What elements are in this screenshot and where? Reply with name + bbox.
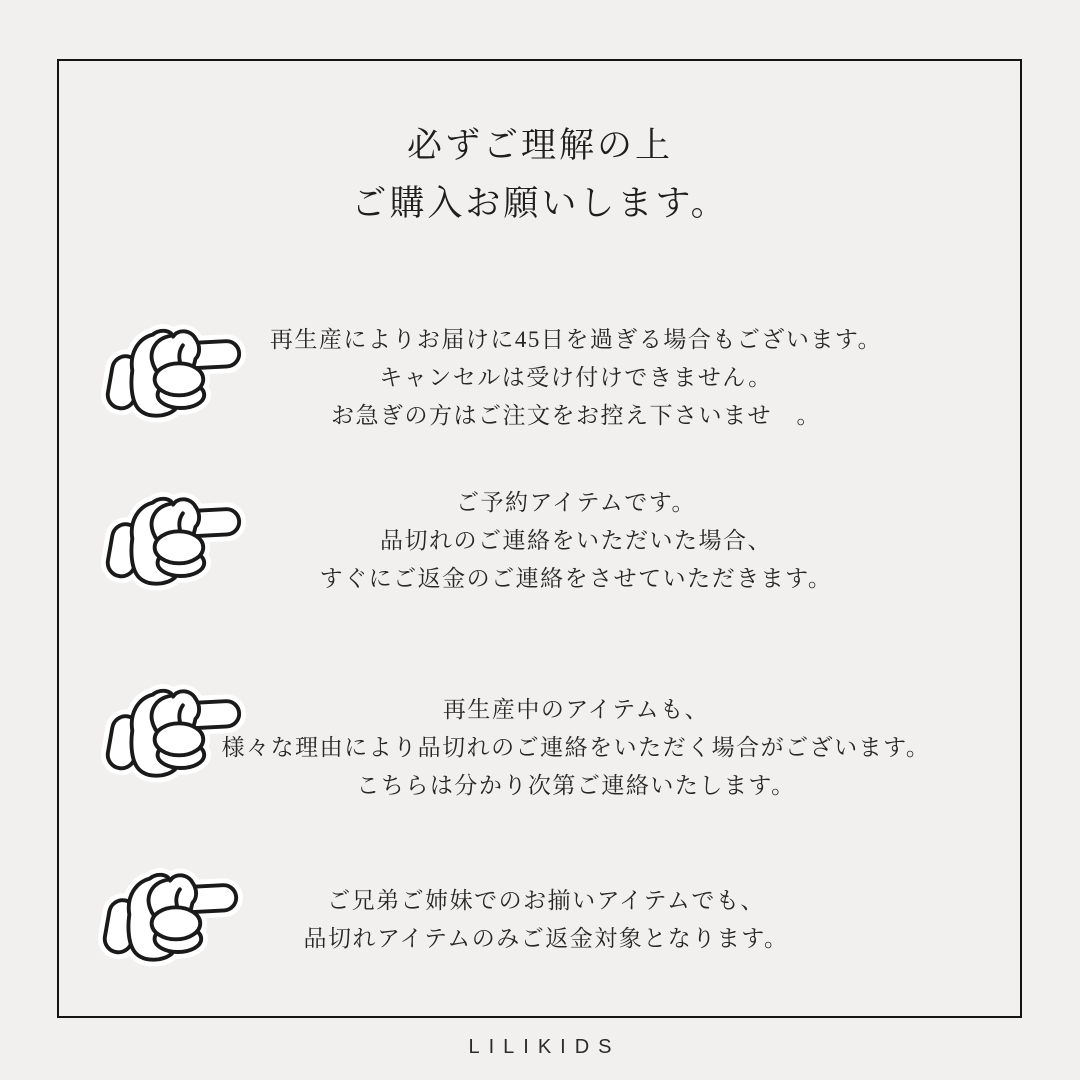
notice-line: 再生産中のアイテムも、: [442, 697, 710, 722]
notice-line: 品切れアイテムのみご返金対象となります。: [303, 926, 789, 951]
notice-section: [130, 691, 1022, 805]
notice-line: ご兄弟ご姉妹でのお揃いアイテムでも、: [327, 888, 765, 913]
brand-logo: LILIKIDS: [468, 1036, 621, 1058]
page-title-line2: ご購入お願いします。: [351, 184, 729, 223]
notice-section: [130, 484, 1022, 598]
notice-line: すぐにご返金のご連絡をさせていただきます。: [319, 566, 833, 591]
notice-line: 品切れのご連絡をいただいた場合、: [380, 528, 772, 553]
notice-line: 様々な理由により品切れのご連絡をいただく場合がございます。: [221, 735, 931, 760]
notice-line: お急ぎの方はご注文をお控え下さいませ 。: [331, 403, 821, 428]
page-title: [0, 117, 1080, 233]
notice-section: [130, 321, 1022, 435]
notice-line: ご予約アイテムです。: [456, 490, 696, 515]
notice-line: こちらは分かり次第ご連絡いたします。: [356, 773, 796, 798]
notice-section: [130, 882, 962, 958]
notice-line: キャンセルは受け付けできません。: [379, 365, 773, 390]
page-title-line1: 必ずご理解の上: [406, 126, 673, 165]
notice-line: 再生産によりお届けに45日を過ぎる場合もございます。: [269, 327, 883, 352]
